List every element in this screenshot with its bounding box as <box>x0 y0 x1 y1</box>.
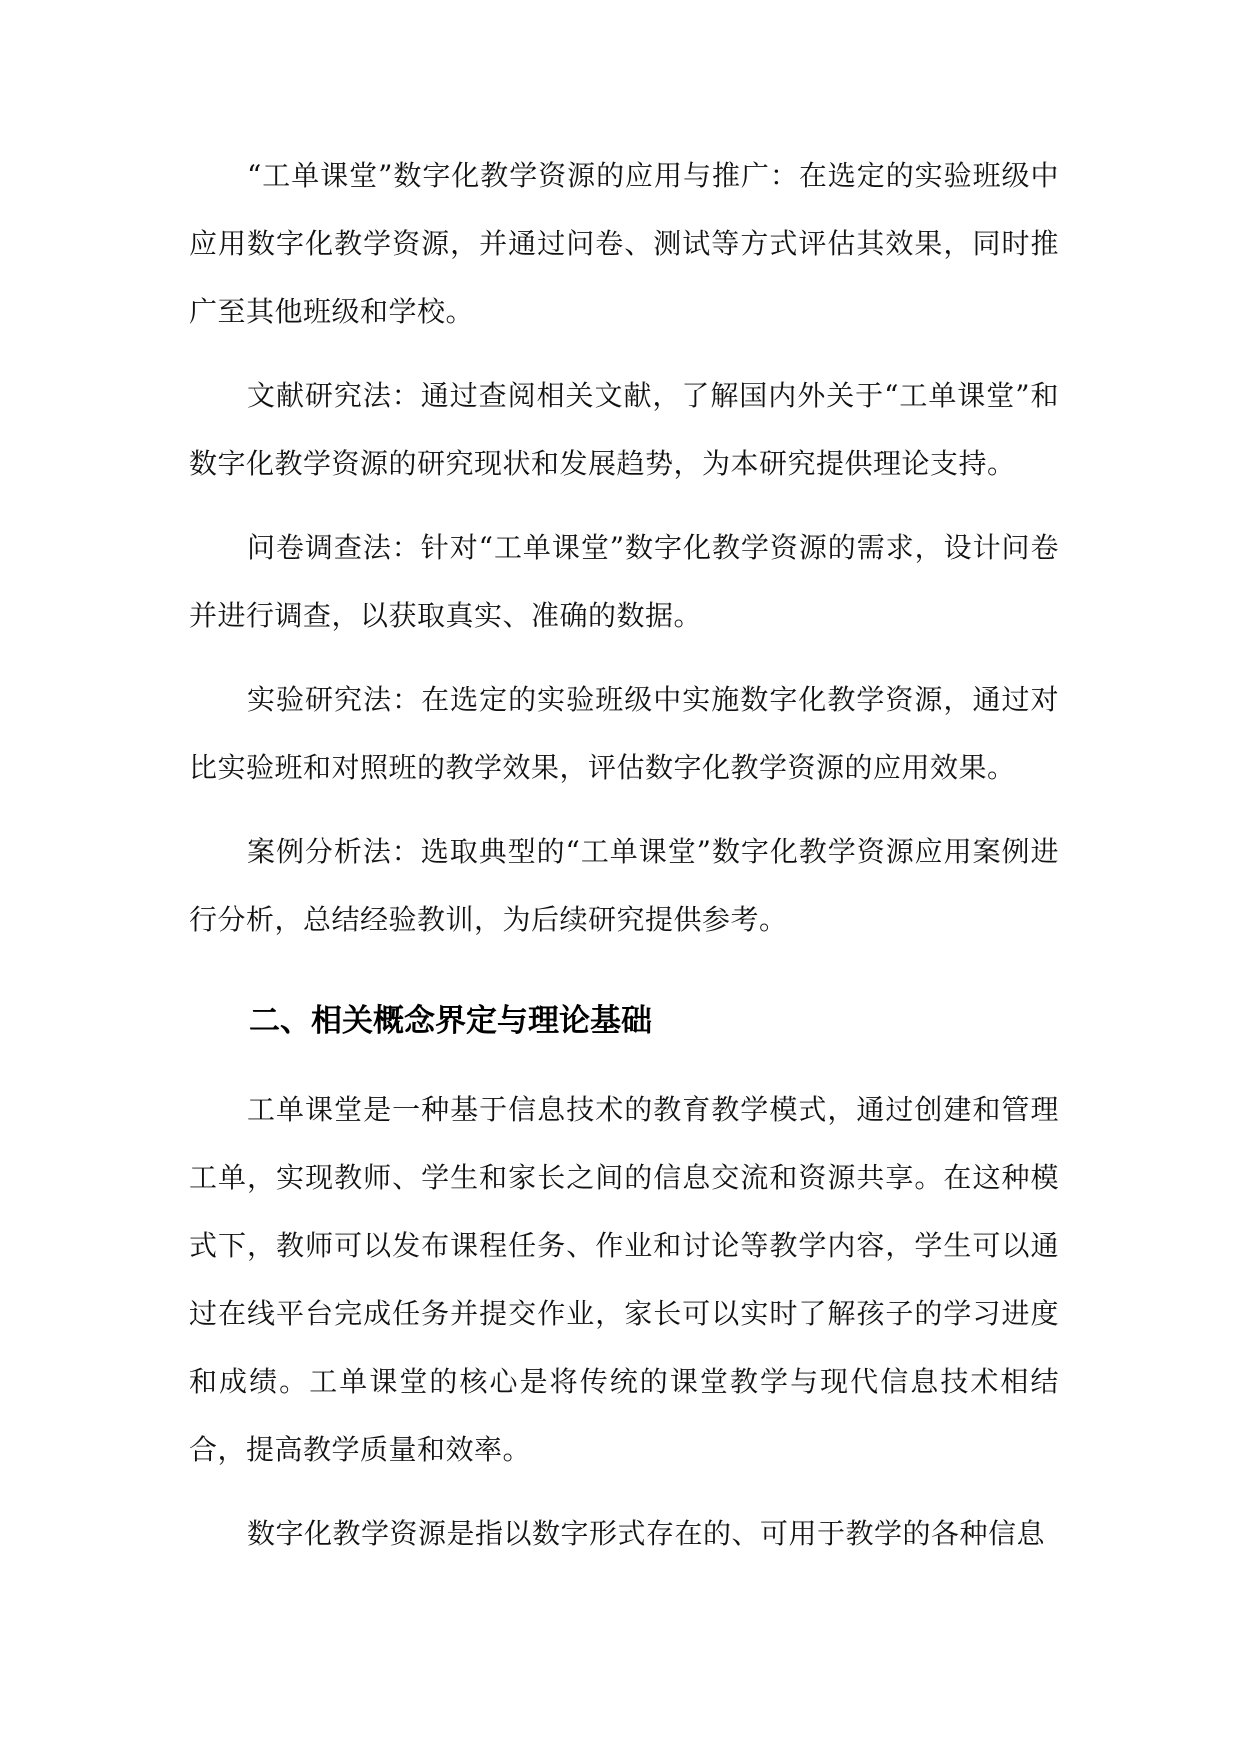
paragraph-literature-research: 文献研究法：通过查阅相关文献，了解国内外关于“工单课堂”和数字化教学资源的研究现状和发展趋势，为本研究提供理论支持。 <box>189 379 1059 480</box>
paragraph-work-order-classroom-definition: 工单课堂是一种基于信息技术的教育教学模式，通过创建和管理工单，实现教师、学生和家长之间的信息交流和资源共享。在这种模式下，教师可以发布课程任务、作业和讨论等教学内容，学生可以通过在线平台完成任务并提交作业，家长可以实时了解孩子的学习进度和成绩。工单课堂的核心是将传统的课堂教学与现代信息技术相结合，提高教学质量和效率。 <box>189 1093 1059 1466</box>
page-content <box>189 142 1059 1568</box>
section-heading: 二、相关概念界定与理论基础 <box>249 1003 652 1039</box>
paragraph-case-analysis: 案例分析法：选取典型的“工单课堂”数字化教学资源应用案例进行分析，总结经验教训，为后续研究提供参考。 <box>189 835 1059 936</box>
paragraph-experimental-research: 实验研究法：在选定的实验班级中实施数字化教学资源，通过对比实验班和对照班的教学效果，评估数字化教学资源的应用效果。 <box>189 683 1059 784</box>
paragraph-application-promotion: “工单课堂”数字化教学资源的应用与推广：在选定的实验班级中应用数字化教学资源，并通过问卷、测试等方式评估其效果，同时推广至其他班级和学校。 <box>189 159 1059 328</box>
paragraph-questionnaire-survey: 问卷调查法：针对“工单课堂”数字化教学资源的需求，设计问卷并进行调查，以获取真实、准确的数据。 <box>189 531 1059 632</box>
paragraph-digital-resources-definition: 数字化教学资源是指以数字形式存在的、可用于教学的各种信息 <box>247 1517 1046 1550</box>
